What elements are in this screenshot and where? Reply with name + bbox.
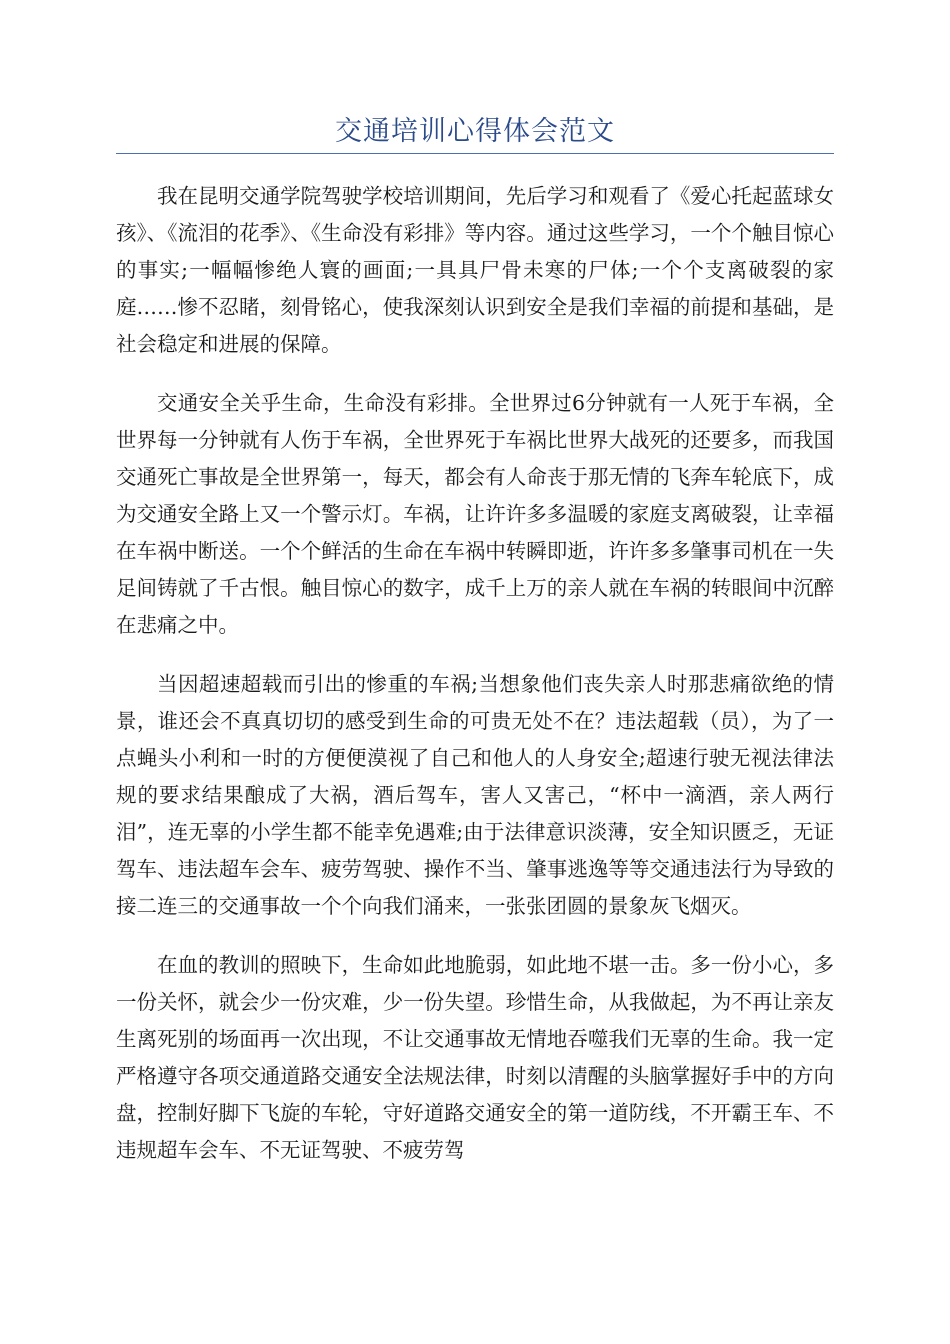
paragraph-4: 在血的教训的照映下，生命如此地脆弱，如此地不堪一击。多一份小心，多一份关怀，就会少一份灾难，少一份失望。珍惜生命，从我做起，为不再让亲友生离死别的场面再一次出现，不让交通事故无情地吞噬我们无辜的生命。我一定严格遵守各项交通道路交通安全法规法律，时刻以清醒的头脑掌握好手中的方向盘，控制好脚下飞旋的车轮，守好道路交通安全的第一道防线，不开霸王车、不违规超车会车、不无证驾驶、不疲劳驾 xyxy=(116,953,834,1162)
document-title: 交通培训心得体会范文 xyxy=(335,116,615,147)
title-underline xyxy=(116,153,834,154)
paragraph-2: 交通安全关乎生命，生命没有彩排。全世界过6分钟就有一人死于车祸，全世界每一分钟就有人伤于车祸，全世界死于车祸比世界大战死的还要多，而我国交通死亡事故是全世界第一，每天，都会有人命丧于那无情的飞奔车轮底下，成为交通安全路上又一个警示灯。车祸，让许许多多温暖的家庭支离破裂，让幸福在车祸中断送。一个个鲜活的生命在车祸中转瞬即逝，许许多多肇事司机在一失足间铸就了千古恨。触目惊心的数字，成千上万的亲人就在车祸的转眼间中沉醉在悲痛之中。 xyxy=(116,391,834,637)
paragraph-1: 我在昆明交通学院驾驶学校培训期间，先后学习和观看了《爱心托起蓝球女孩》、《流泪的花季》、《生命没有彩排》等内容。通过这些学习，一个个触目惊心的事实;一幅幅惨绝人寰的画面;一具具尸骨未寒的尸体;一个个支离破裂的家庭……惨不忍睹，刻骨铭心，使我深刻认识到安全是我们幸福的前提和基础，是社会稳定和进展的保障。 xyxy=(116,184,834,356)
document-body xyxy=(116,178,834,1191)
paragraph-3: 当因超速超载而引出的惨重的车祸;当想象他们丧失亲人时那悲痛欲绝的情景，谁还会不真真切切的感受到生命的可贵无处不在？违法超载（员），为了一点蝇头小利和一时的方便便漠视了自己和他人的人身安全;超速行驶无视法律法规的要求结果酿成了大祸，酒后驾车，害人又害己，“杯中一滴酒，亲人两行泪”，连无辜的小学生都不能幸免遇难;由于法律意识淡薄，安全知识匮乏，无证驾车、违法超车会车、疲劳驾驶、操作不当、肇事逃逸等等交通违法行为导致的接二连三的交通事故一个个向我们涌来，一张张团圆的景象灰飞烟灭。 xyxy=(116,672,834,918)
